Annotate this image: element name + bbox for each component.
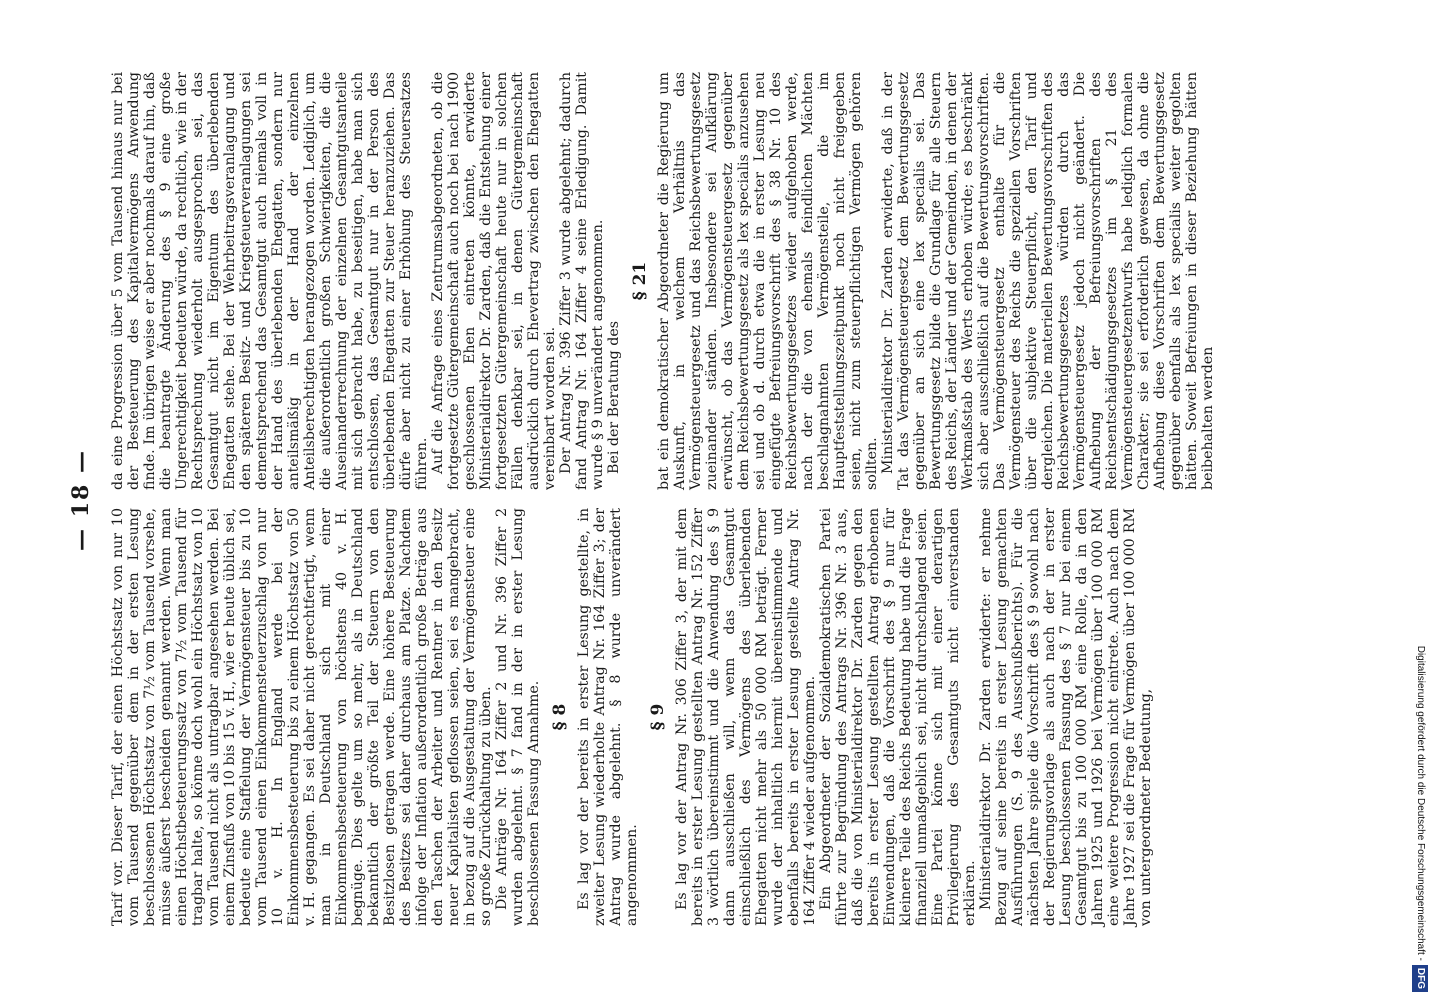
paragraph: Ein Abgeordneter der Sozialdemokratischen Partei führte zur Begründung des Antrags Nr. 396 Nr. 3 aus, daß die von Ministerialdirektor Dr. Zarden gegen den bereits in erster Lesung gestellten Antrag erhobenen Einwendungen, daß die Vorschrift des § 9 nur für kleinere Teile des Reichs Bedeutung habe und die Frage finanziell unmaßgeblich sei, nicht durchschlagend seien. Eine Partei könne sich mit einer derartigen Privilegierung des Gesamtguts nicht einverstanden erklären. xyxy=(818,508,978,926)
paragraph: bat ein demokratischer Abgeordneter die Regierung um Auskunft, in welchem Verhältnis das Vermögensteuergesetz und das Reichsbewertungsgesetz zueinander ständen. Insbesondere sei Aufklärung erwünscht, ob das Vermögensteuergesetz gegenüber dem Reichsbewertungsgesetz als lex specialis anzusehen sei und ob d. durch etwa die in erster Lesung neu eingefügte Befreiungsvorschrift des § 38 Nr. 10 des Reichsbewertungsgesetzes wieder aufgehoben werde, nach der die von ehemals feindlichen Mächten beschlagnahmten Vermögensteile, die im Hauptfeststellungszeitpunkt noch nicht freigegeben seien, nicht zum steuerpflichtigen Vermögen gehören sollten. xyxy=(656,72,880,490)
paragraph: Der Antrag Nr. 396 Ziffer 3 wurde abgelehnt; dadurch fand Antrag Nr. 164 Ziffer 4 seine Erledigung. Damit wurde § 9 unverändert angenommen. xyxy=(558,72,606,490)
paragraph: Ministerialdirektor Dr. Zarden erwiderte, daß in der Tat das Vermögensteuergesetz dem Bewertungsgesetz gegenüber an sich eine lex specialis sei. Das Bewertungsgesetz bilde die Grundlage für alle Steuern des Reichs, der Länder und der Gemeinden, in denen der Werkmaßstab des Werts erhoben würde; es beschränkt sich aber ausschließlich auf die Bewertungsvorschriften. Das Vermögensteuergesetz enthalte für die Vermögensteuer des Reichs die speziellen Vorschriften über die subjektive Steuerpflicht, den Tarif und dergleichen. Die materiellen Bewertungsvorschriften des Reichsbewertungsgesetzes würden durch das Vermögensteuergesetz jedoch nicht geändert. Die Aufhebung der Befreiungsvorschriften des Reichsentschädigungsgesetzes im § 21 des Vermögensteuergesetzentwurfs habe lediglich formalen Charakter; sie sei erforderlich gewesen, da ohne die Aufhebung diese Vorschriften dem Bewertungsgesetz gegenüber ebenfalls als lex specialis weiter gegolten hätten. Soweit Befreiungen in dieser Beziehung hätten beibehalten werden xyxy=(880,72,1216,490)
paragraph: Tarif vor. Dieser Tarif, der einen Höchstsatz von nur 10 vom Tausend gegenüber dem in der ersten Lesung beschlossenen Höchstsatz von 7½ vom Tausend vorsehe, müsse äußerst bescheiden genannt werden. Wenn man einen Höchstbesteuerungssatz von 7½ vom Tausend für tragbar halte, so könne doch wohl ein Höchstsatz von 10 vom Tausend nicht als untragbar angesehen werden. Bei einem Zinsfuß von 10 bis 15 v. H., wie er heute üblich sei, bedeute eine Staffelung der Vermögensteuer bis zu 10 vom Tausend einen Einkommensteuerzuschlag von nur 10 v. H. In England werde bei der Einkommensbesteuerung bis zu einem Höchstsatz von 50 v. H. gegangen. Es sei daher nicht gerechtfertigt, wenn man in Deutschland sich mit einer Einkommensbesteuerung von höchstens 40 v. H. begnüge. Dies gelte um so mehr, als in Deutschland bekanntlich der größte Teil der Steuern von den Besitzlosen getragen werde. Eine höhere Besteuerung des Besitzes sei daher durchaus am Platze. Nachdem infolge der Inflation außerordentlich große Beträge aus den Taschen der Arbeiter und Rentner in den Besitz neuer Kapitalisten geflossen seien, sei es mangebracht, in bezug auf die Ausgestaltung der Vermögensteuer eine so große Zurückhaltung zu üben. xyxy=(110,508,494,926)
paragraph: Bei der Beratung des xyxy=(606,320,622,474)
paragraph: Auf die Anfrage eines Zentrumsabgeordneten, ob die fortgesetzte Gütergemeinschaft auch noch bei nach 1900 geschlossenen Ehen eintreten könnte, erwiderte Ministerialdirektor Dr. Zarden, daß die Entstehung einer fortgesetzten Gütergemeinschaft heute nur in solchen Fällen denkbar sei, in denen Gütergemeinschaft ausdrücklich durch Ehevertrag zwischen den Ehegatten vereinbart worden sei. xyxy=(430,72,558,490)
scanned-page xyxy=(60,60,1400,940)
paragraph: Es lag vor der bereits in erster Lesung gestellte, in zweiter Lesung wiederholte Antrag Nr. 164 Ziffer 3; der Antrag wurde abgelehnt. § 8 wurde unverändert angenommen. xyxy=(576,508,640,926)
page-number: — 18 — xyxy=(68,449,94,551)
section-heading-21: § 21 xyxy=(630,261,650,301)
rotated-page-content xyxy=(60,60,1400,940)
right-column xyxy=(110,72,1216,490)
credit-text: Digitalisierung gefördert durch die Deutsche Forschungsgemeinschaft - xyxy=(1415,645,1426,961)
left-column xyxy=(110,508,1154,926)
paragraph: Es lag vor der Antrag Nr. 306 Ziffer 3, der mit dem bereits in erster Lesung gestellten Antrag Nr. 152 Ziffer 3 wörtlich übereinstimmt und die Anwendung des § 9 dann ausschließen will, wenn das Gesamtgut einschließlich des Vermögens des überlebenden Ehegatten nicht mehr als 50 000 RM beträgt. Ferner wurde der inhaltlich hiermit übereinstimmende und ebenfalls bereits in erster Lesung gestellte Antrag Nr. 164 Ziffer 4 wieder aufgenommen. xyxy=(674,508,818,926)
section-heading-8: § 8 xyxy=(550,703,570,731)
dfg-logo: DFG xyxy=(1412,965,1428,992)
paragraph: Ministerialdirektor Dr. Zarden erwiderte: er nehme Bezug auf seine bereits in erster Lesung gemachten Ausführungen (S. 9 des Ausschußberichts). Für die nächsten Jahre spiele die Vorschrift des § 9 sowohl nach der Regierungsvorlage als auch nach der in erster Lesung beschlossenen Fassung des § 7 nur bei einem Gesamtgut bis zu 100 000 RM eine Rolle, da in den Jahren 1925 und 1926 bei Vermögen über 100 000 RM eine weitere Progression nicht eintrete. Auch nach dem Jahre 1927 sei die Frage für Vermögen über 100 000 RM von untergeordneter Bedeutung, xyxy=(978,508,1154,926)
section-heading-9: § 9 xyxy=(648,703,668,731)
paragraph: Die Anträge Nr. 164 Ziffer 2 und Nr. 396 Ziffer 2 wurden abgelehnt. § 7 fand in der in erster Lesung beschlossenen Fassung Annahme. xyxy=(494,508,542,926)
paragraph: da eine Progression über 5 vom Tausend hinaus nur bei der Besteuerung des Kapitalvermögens Anwendung finde. Im übrigen weise er aber nochmals darauf hin, daß die beantragte Änderung des § 9 eine große Ungerechtigkeit bedeuten würde, da rechtlich, wie in der Rechtsprechung wiederholt ausgesprochen sei, das Gesamtgut nicht im Eigentum des überlebenden Ehegatten stehe. Bei der Wehrbeitragsveranlagung und den späteren Besitz- und Kriegsteuerveranlagungen sei dementsprechend das Gesamtgut auch niemals voll in der Hand des überlebenden Ehegatten, sondern nur anteilsmäßig in der Hand der einzelnen Anteilsberechtigten herangezogen worden. Lediglich, um die außerordentlich großen Schwierigkeiten, die die Auseinanderrechnung der einzelnen Gesamtgutsanteile mit sich gebracht habe, zu beseitigen, habe man sich entschlossen, das Gesamtgut nur in der Person des überlebenden Ehegatten zur Steuer heranzuziehen. Das dürfe aber nicht zu einer Erhöhung des Steuersatzes führen. xyxy=(110,72,430,490)
digitization-credit xyxy=(1412,8,1428,992)
